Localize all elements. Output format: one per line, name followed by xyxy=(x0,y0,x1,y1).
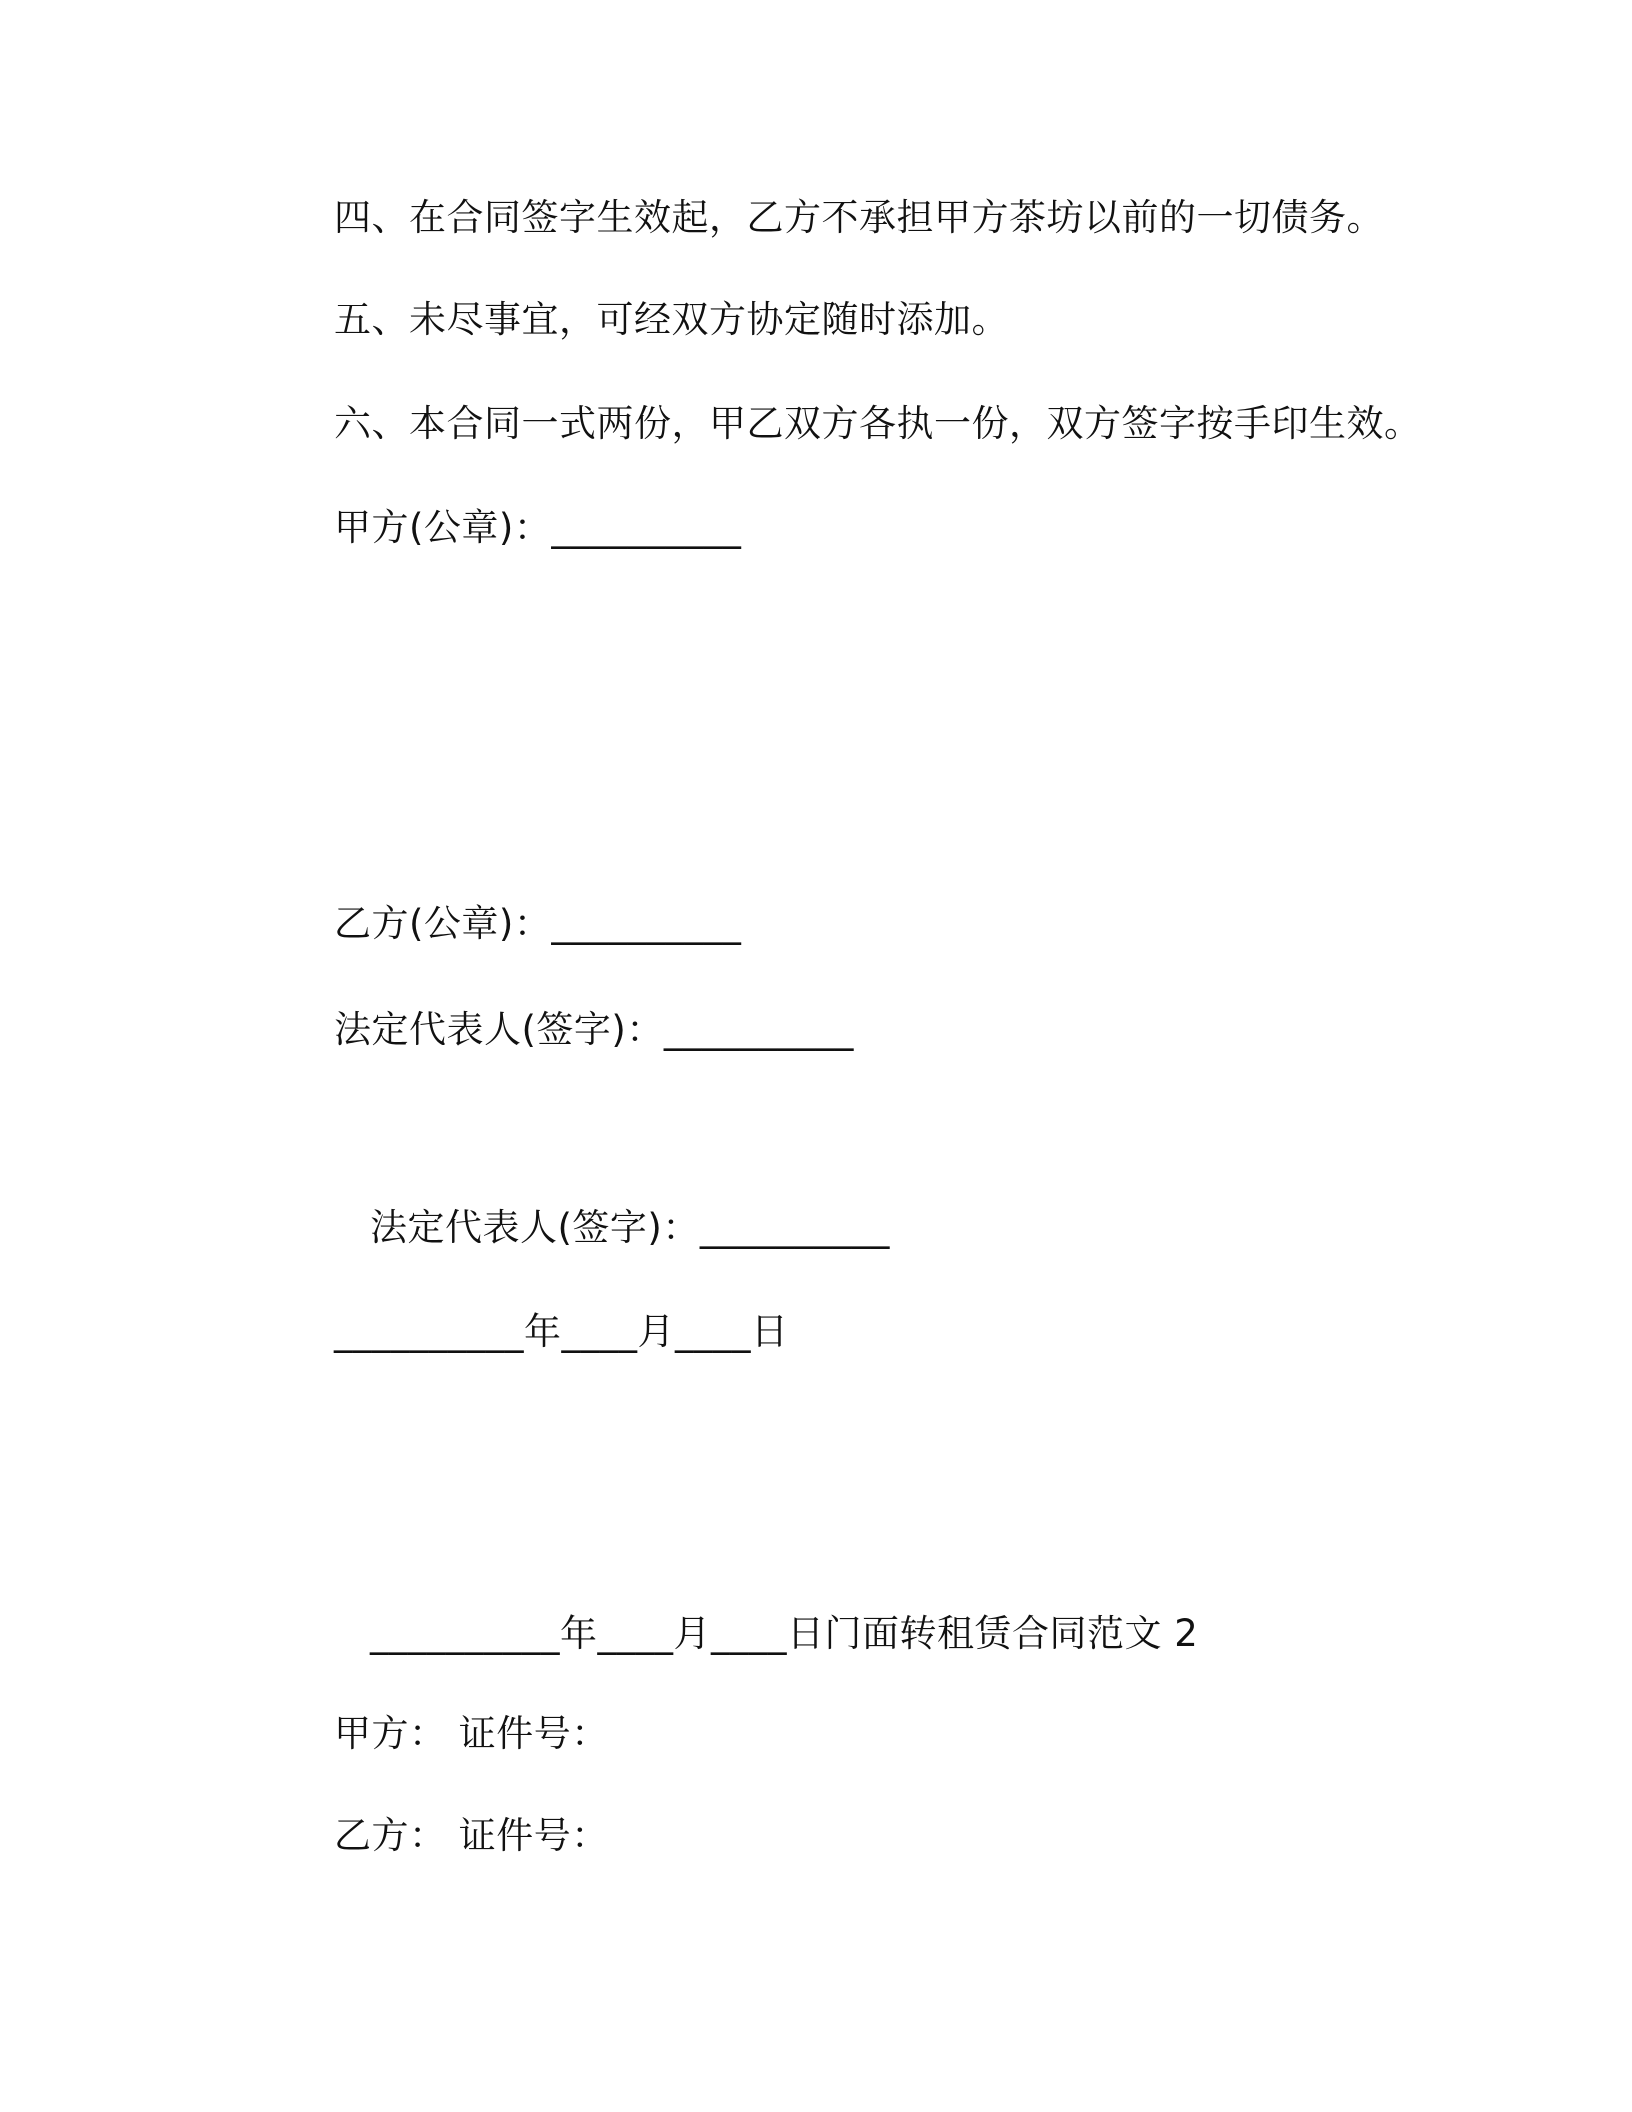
date-line: __________年____月____日 xyxy=(334,1310,789,1353)
party-b-seal-line: 乙方(公章)：__________ xyxy=(334,902,742,945)
clause-4: 四、在合同签字生效起，乙方不承担甲方茶坊以前的一切债务。 xyxy=(334,196,1384,239)
clause-5: 五、未尽事宜，可经双方协定随时添加。 xyxy=(334,298,1009,341)
party-a-seal-line: 甲方(公章)：__________ xyxy=(334,506,742,549)
party-b-id-line: 乙方： 证件号： xyxy=(334,1814,609,1857)
legal-representative-line-2: 法定代表人(签字)：__________ xyxy=(370,1206,890,1249)
clause-6: 六、本合同一式两份，甲乙双方各执一份，双方签字按手印生效。 xyxy=(334,402,1422,445)
next-contract-heading: __________年____月____日门面转租赁合同范文 2 xyxy=(370,1612,1199,1655)
legal-representative-line-1: 法定代表人(签字)：__________ xyxy=(334,1008,854,1051)
party-a-id-line: 甲方： 证件号： xyxy=(334,1712,609,1755)
